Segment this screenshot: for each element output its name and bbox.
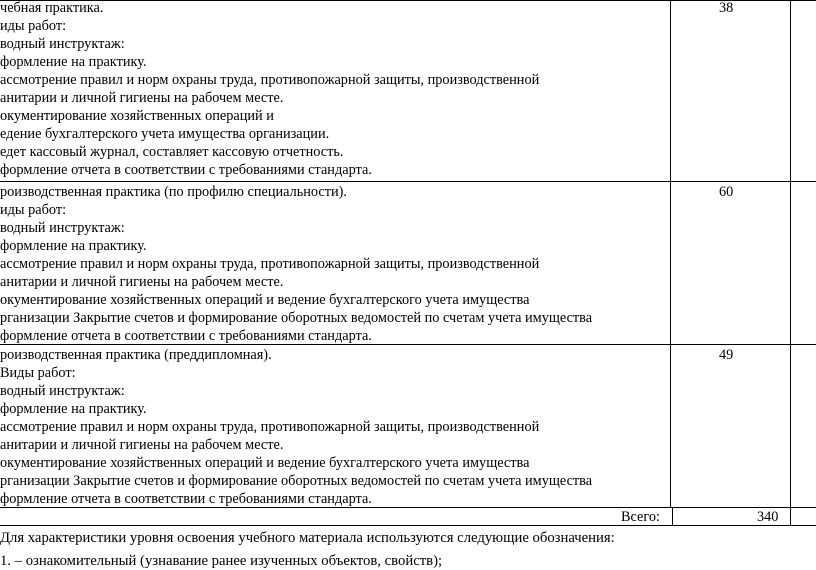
table-row-1-hours: 38 bbox=[719, 0, 734, 16]
table-row-1-content bbox=[0, 0, 539, 179]
table-row-1-line: водный инструктаж: bbox=[0, 36, 125, 52]
table-row-3-line: роизводственная практика (преддипломная). bbox=[0, 347, 272, 363]
table-row-1-line: окументирование хозяйственных операций и bbox=[0, 108, 274, 124]
table-row-3-line: анитарии и личной гигиены на рабочем месте. bbox=[0, 437, 284, 453]
table-row-1-line: едение бухгалтерского учета имущества организации. bbox=[0, 126, 330, 142]
column-divider-main bbox=[670, 0, 671, 508]
table-row-2-line: роизводственная практика (по профилю специальности). bbox=[0, 184, 348, 200]
column-divider-total bbox=[672, 507, 673, 526]
table-row-3-line: формление отчета в соответствии с требованиями стандарта. bbox=[0, 491, 372, 507]
column-divider-hours bbox=[790, 0, 791, 526]
table-row-2-line: иды работ: bbox=[0, 202, 67, 218]
table-row-1-line: анитарии и личной гигиены на рабочем месте. bbox=[0, 90, 284, 106]
total-value: 340 bbox=[757, 509, 779, 525]
table-row-3-line: Виды работ: bbox=[0, 365, 76, 381]
table-row-3-line: ассмотрение правил и норм охраны труда, противопожарной защиты, производственной bbox=[0, 419, 540, 435]
table-row-3-line: рганизации Закрытие счетов и формирование оборотных ведомостей по счетам учета имущества bbox=[0, 473, 593, 489]
table-row-2-line: водный инструктаж: bbox=[0, 220, 125, 236]
table-row-2-line: формление отчета в соответствии с требованиями стандарта. bbox=[0, 328, 372, 344]
footer-line-1: Для характеристики уровня освоения учебного материала используются следующие обозначения: bbox=[0, 530, 615, 546]
table-row-2-content bbox=[0, 183, 592, 345]
table-row-1-line: ассмотрение правил и норм охраны труда, противопожарной защиты, производственной bbox=[0, 72, 540, 88]
table-row-1-line: иды работ: bbox=[0, 18, 67, 34]
table-row-3-hours: 49 bbox=[719, 347, 734, 363]
table-row-3-line: водный инструктаж: bbox=[0, 383, 125, 399]
table-row-2-line: окументирование хозяйственных операций и ведение бухгалтерского учета имущества bbox=[0, 292, 530, 308]
table-row-1-line: формление отчета в соответствии с требованиями стандарта. bbox=[0, 162, 372, 178]
table-row-1-line: чебная практика. bbox=[0, 0, 104, 16]
total-label: Всего: bbox=[621, 509, 661, 525]
row-divider-1 bbox=[0, 181, 816, 182]
table-row-2-hours: 60 bbox=[719, 184, 734, 200]
table-row-2-line: анитарии и личной гигиены на рабочем месте. bbox=[0, 274, 284, 290]
table-row-3-line: окументирование хозяйственных операций и ведение бухгалтерского учета имущества bbox=[0, 455, 530, 471]
table-row-3-line: формление на практику. bbox=[0, 401, 147, 417]
table-row-1-line: формление на практику. bbox=[0, 54, 147, 70]
table-row-1-line: едет кассовый журнал, составляет кассовую отчетность. bbox=[0, 144, 344, 160]
table-row-2-line: формление на практику. bbox=[0, 238, 147, 254]
footer-line-2: 1. – ознакомительный (узнавание ранее изученных объектов, свойств); bbox=[0, 553, 443, 569]
table-row-2-line: ассмотрение правил и норм охраны труда, противопожарной защиты, производственной bbox=[0, 256, 540, 272]
table-row-3-content bbox=[0, 346, 592, 508]
table-row-2-line: рганизации Закрытие счетов и формирование оборотных ведомостей по счетам учета имущества bbox=[0, 310, 593, 326]
table-bottom-border bbox=[0, 525, 816, 526]
